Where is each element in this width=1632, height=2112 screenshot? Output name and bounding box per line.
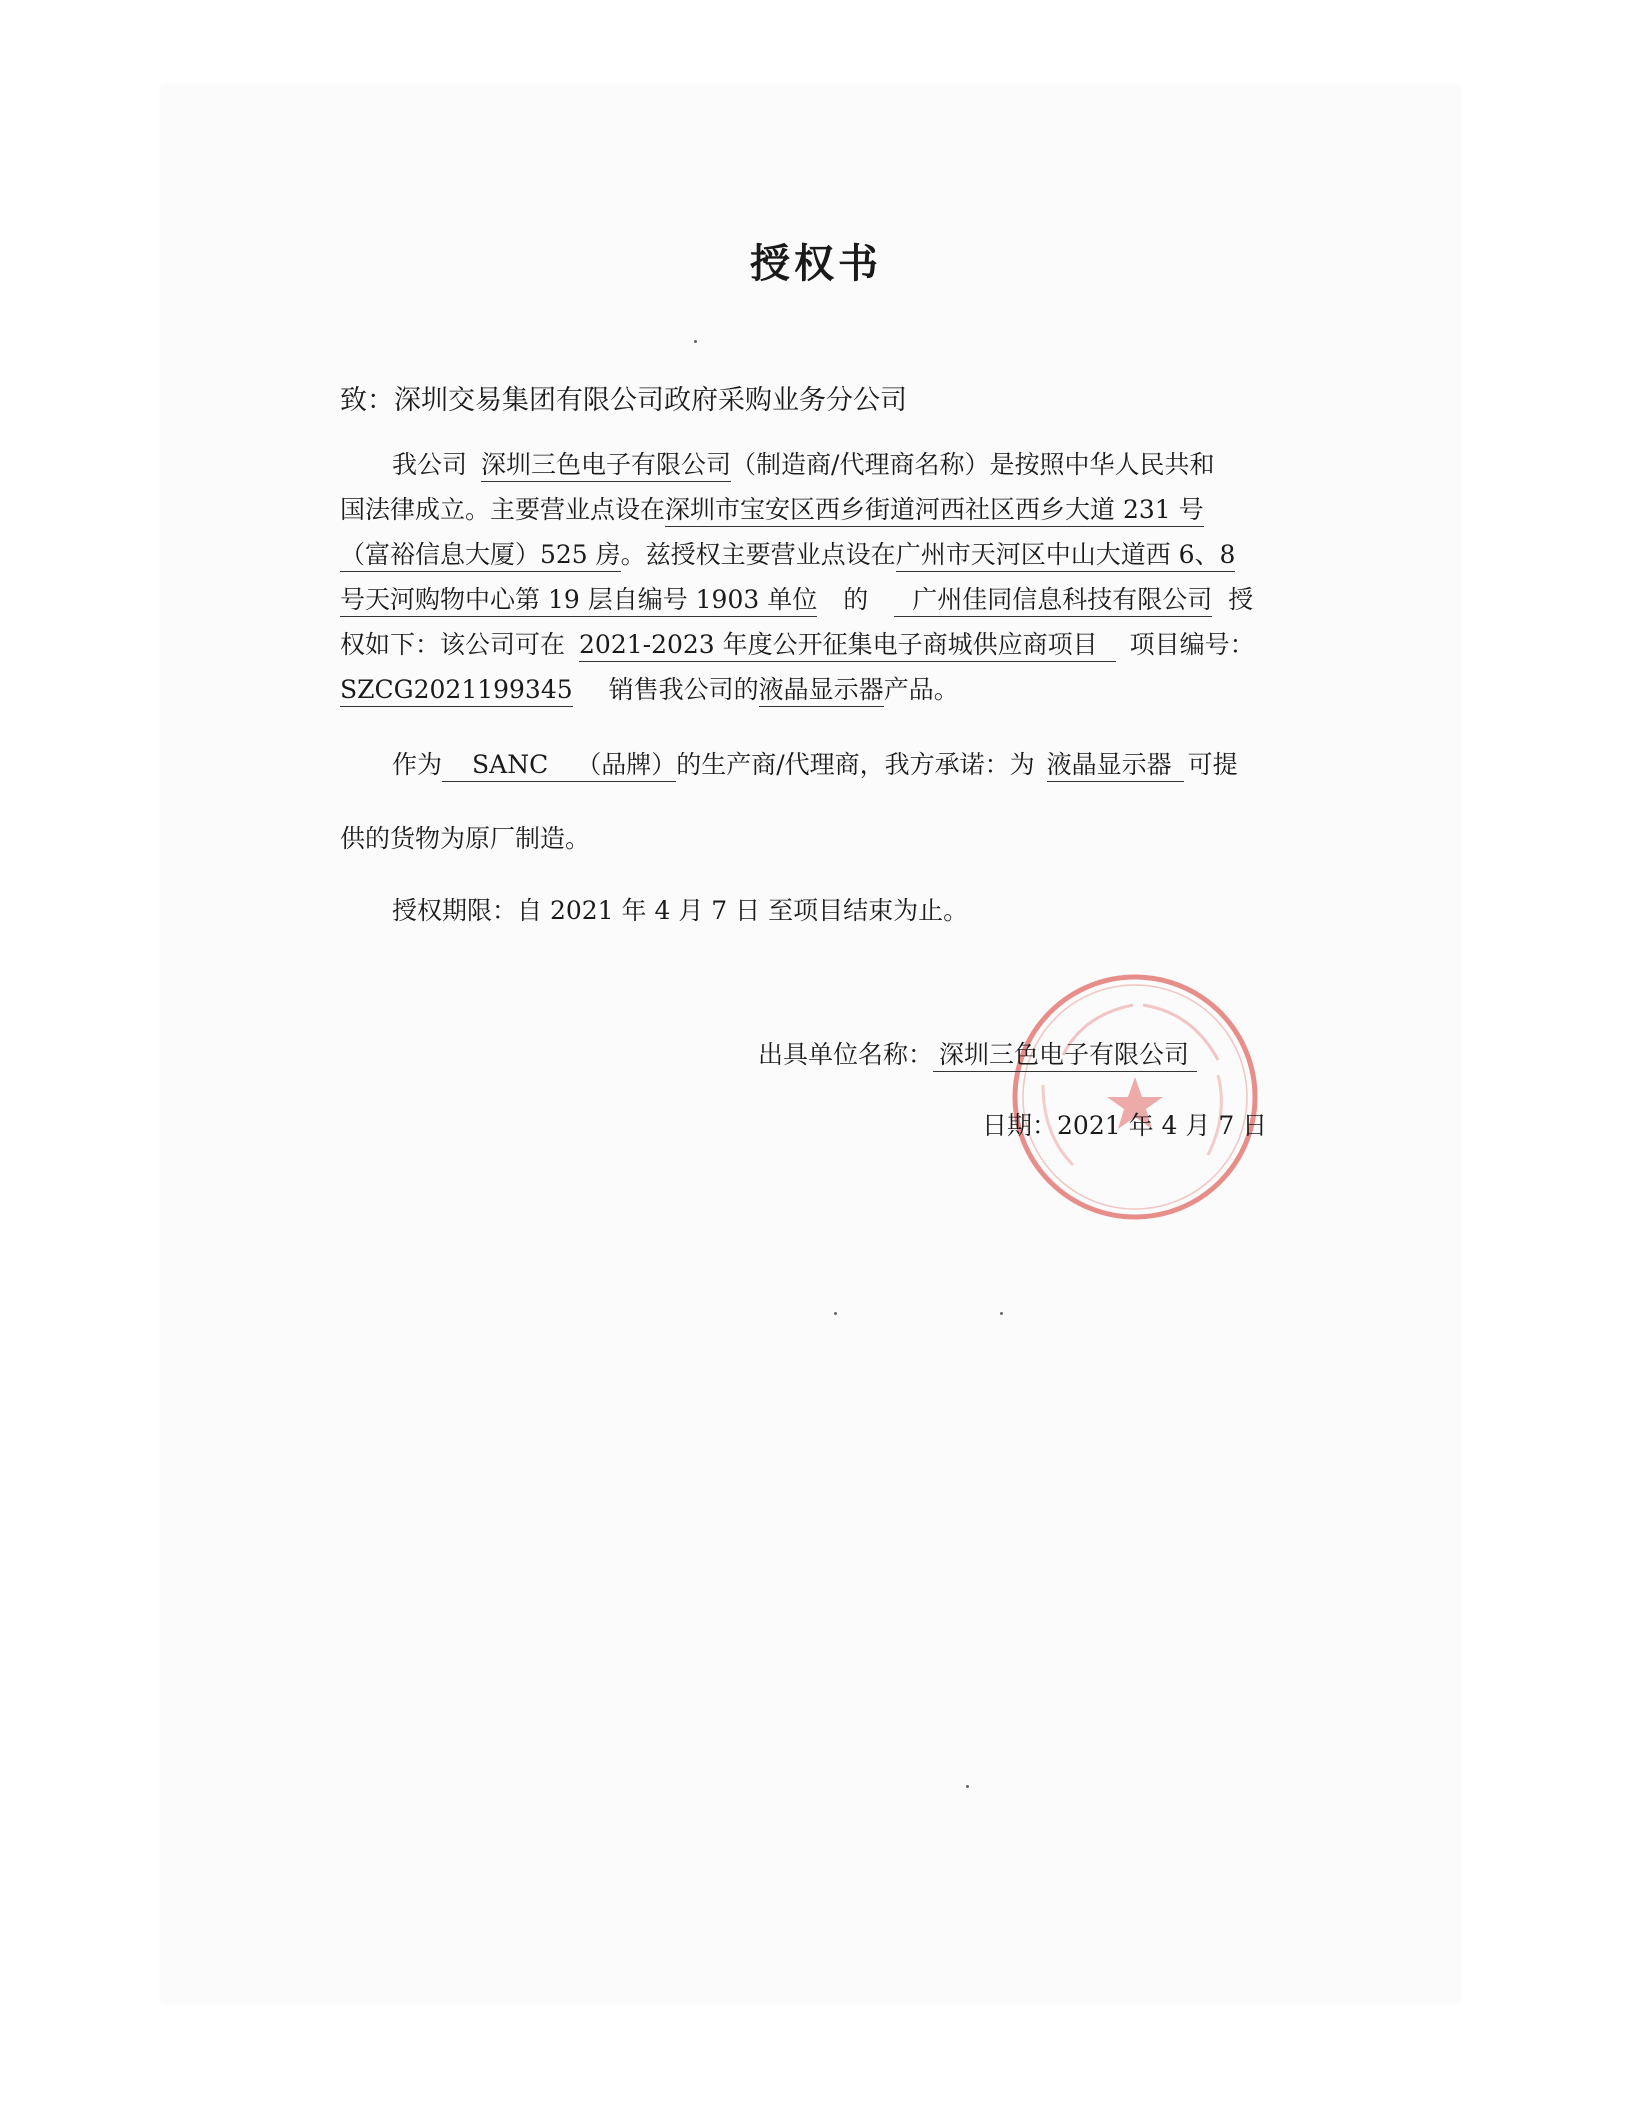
manufacturer-address-cont: （富裕信息大厦）525 房 bbox=[340, 540, 621, 572]
scan-speck bbox=[834, 1312, 837, 1315]
issuer-name: 深圳三色电子有限公司 bbox=[933, 1040, 1197, 1072]
date-line bbox=[982, 1109, 1267, 1143]
scan-speck bbox=[1000, 1312, 1003, 1315]
recipient-prefix: 致： bbox=[340, 385, 394, 416]
text-segment: 我公司 bbox=[392, 450, 468, 479]
manufacturer-address: 深圳市宝安区西乡街道河西社区西乡大道 231 号 bbox=[665, 495, 1204, 527]
issue-date: 2021 年 4 月 7 日 bbox=[1057, 1111, 1268, 1140]
agent-name: 广州佳同信息科技有限公司 bbox=[894, 585, 1212, 617]
brand-suffix: （品牌） bbox=[576, 750, 677, 779]
para2-line1 bbox=[392, 748, 1238, 782]
text-segment: 销售我公司的 bbox=[608, 675, 759, 704]
date-label: 日期： bbox=[982, 1111, 1058, 1140]
para1-line3 bbox=[340, 538, 1235, 572]
brand-name: SANC bbox=[472, 750, 549, 779]
text-segment: 作为 bbox=[392, 750, 443, 779]
text-segment: 的生产商/代理商，我方承诺：为 bbox=[676, 750, 1035, 779]
agent-address-cont: 号天河购物中心第 19 层自编号 1903 单位 bbox=[340, 585, 817, 617]
text-segment: 的 bbox=[843, 585, 869, 614]
product-name-2: 液晶显示器 bbox=[1047, 750, 1184, 782]
document-title: 授权书 bbox=[750, 240, 882, 287]
para1-line5 bbox=[340, 628, 1255, 662]
company-seal-stamp bbox=[1003, 965, 1268, 1230]
recipient-name: 深圳交易集团有限公司政府采购业务分公司 bbox=[394, 385, 907, 416]
scan-speck bbox=[694, 340, 697, 343]
recipient-line bbox=[340, 384, 907, 418]
project-name: 2021-2023 年度公开征集电子商城供应商项目 bbox=[579, 630, 1116, 662]
manufacturer-name: 深圳三色电子有限公司 bbox=[481, 450, 731, 482]
text-segment: 权如下：该公司可在 bbox=[340, 630, 566, 659]
text-segment: 国法律成立。主要营业点设在 bbox=[340, 495, 666, 524]
issuer-line bbox=[758, 1038, 1197, 1072]
text-segment: 可提 bbox=[1187, 750, 1238, 779]
project-code: SZCG2021199345 bbox=[340, 675, 573, 707]
issuer-label: 出具单位名称： bbox=[758, 1040, 934, 1069]
product-name: 液晶显示器 bbox=[759, 675, 884, 707]
scan-speck bbox=[966, 1785, 969, 1788]
para1-line4 bbox=[340, 583, 1253, 617]
text-segment: （制造商/代理商名称）是按照中华人民共和 bbox=[731, 450, 1215, 479]
authorization-period: 授权期限：自 2021 年 4 月 7 日 至项目结束为止。 bbox=[392, 896, 969, 925]
text-segment: 。兹授权主要营业点设在 bbox=[620, 540, 896, 569]
text-segment: 产品。 bbox=[883, 675, 959, 704]
para1-line6 bbox=[340, 673, 959, 707]
text-segment: 授 bbox=[1228, 585, 1254, 614]
text-segment: 项目编号： bbox=[1129, 630, 1255, 659]
para2-line2: 供的货物为原厂制造。 bbox=[340, 824, 591, 853]
brand-field bbox=[442, 750, 676, 782]
para1-line2 bbox=[340, 493, 1204, 527]
para1-line1 bbox=[392, 448, 1214, 482]
agent-address: 广州市天河区中山大道西 6、8 bbox=[896, 540, 1236, 572]
